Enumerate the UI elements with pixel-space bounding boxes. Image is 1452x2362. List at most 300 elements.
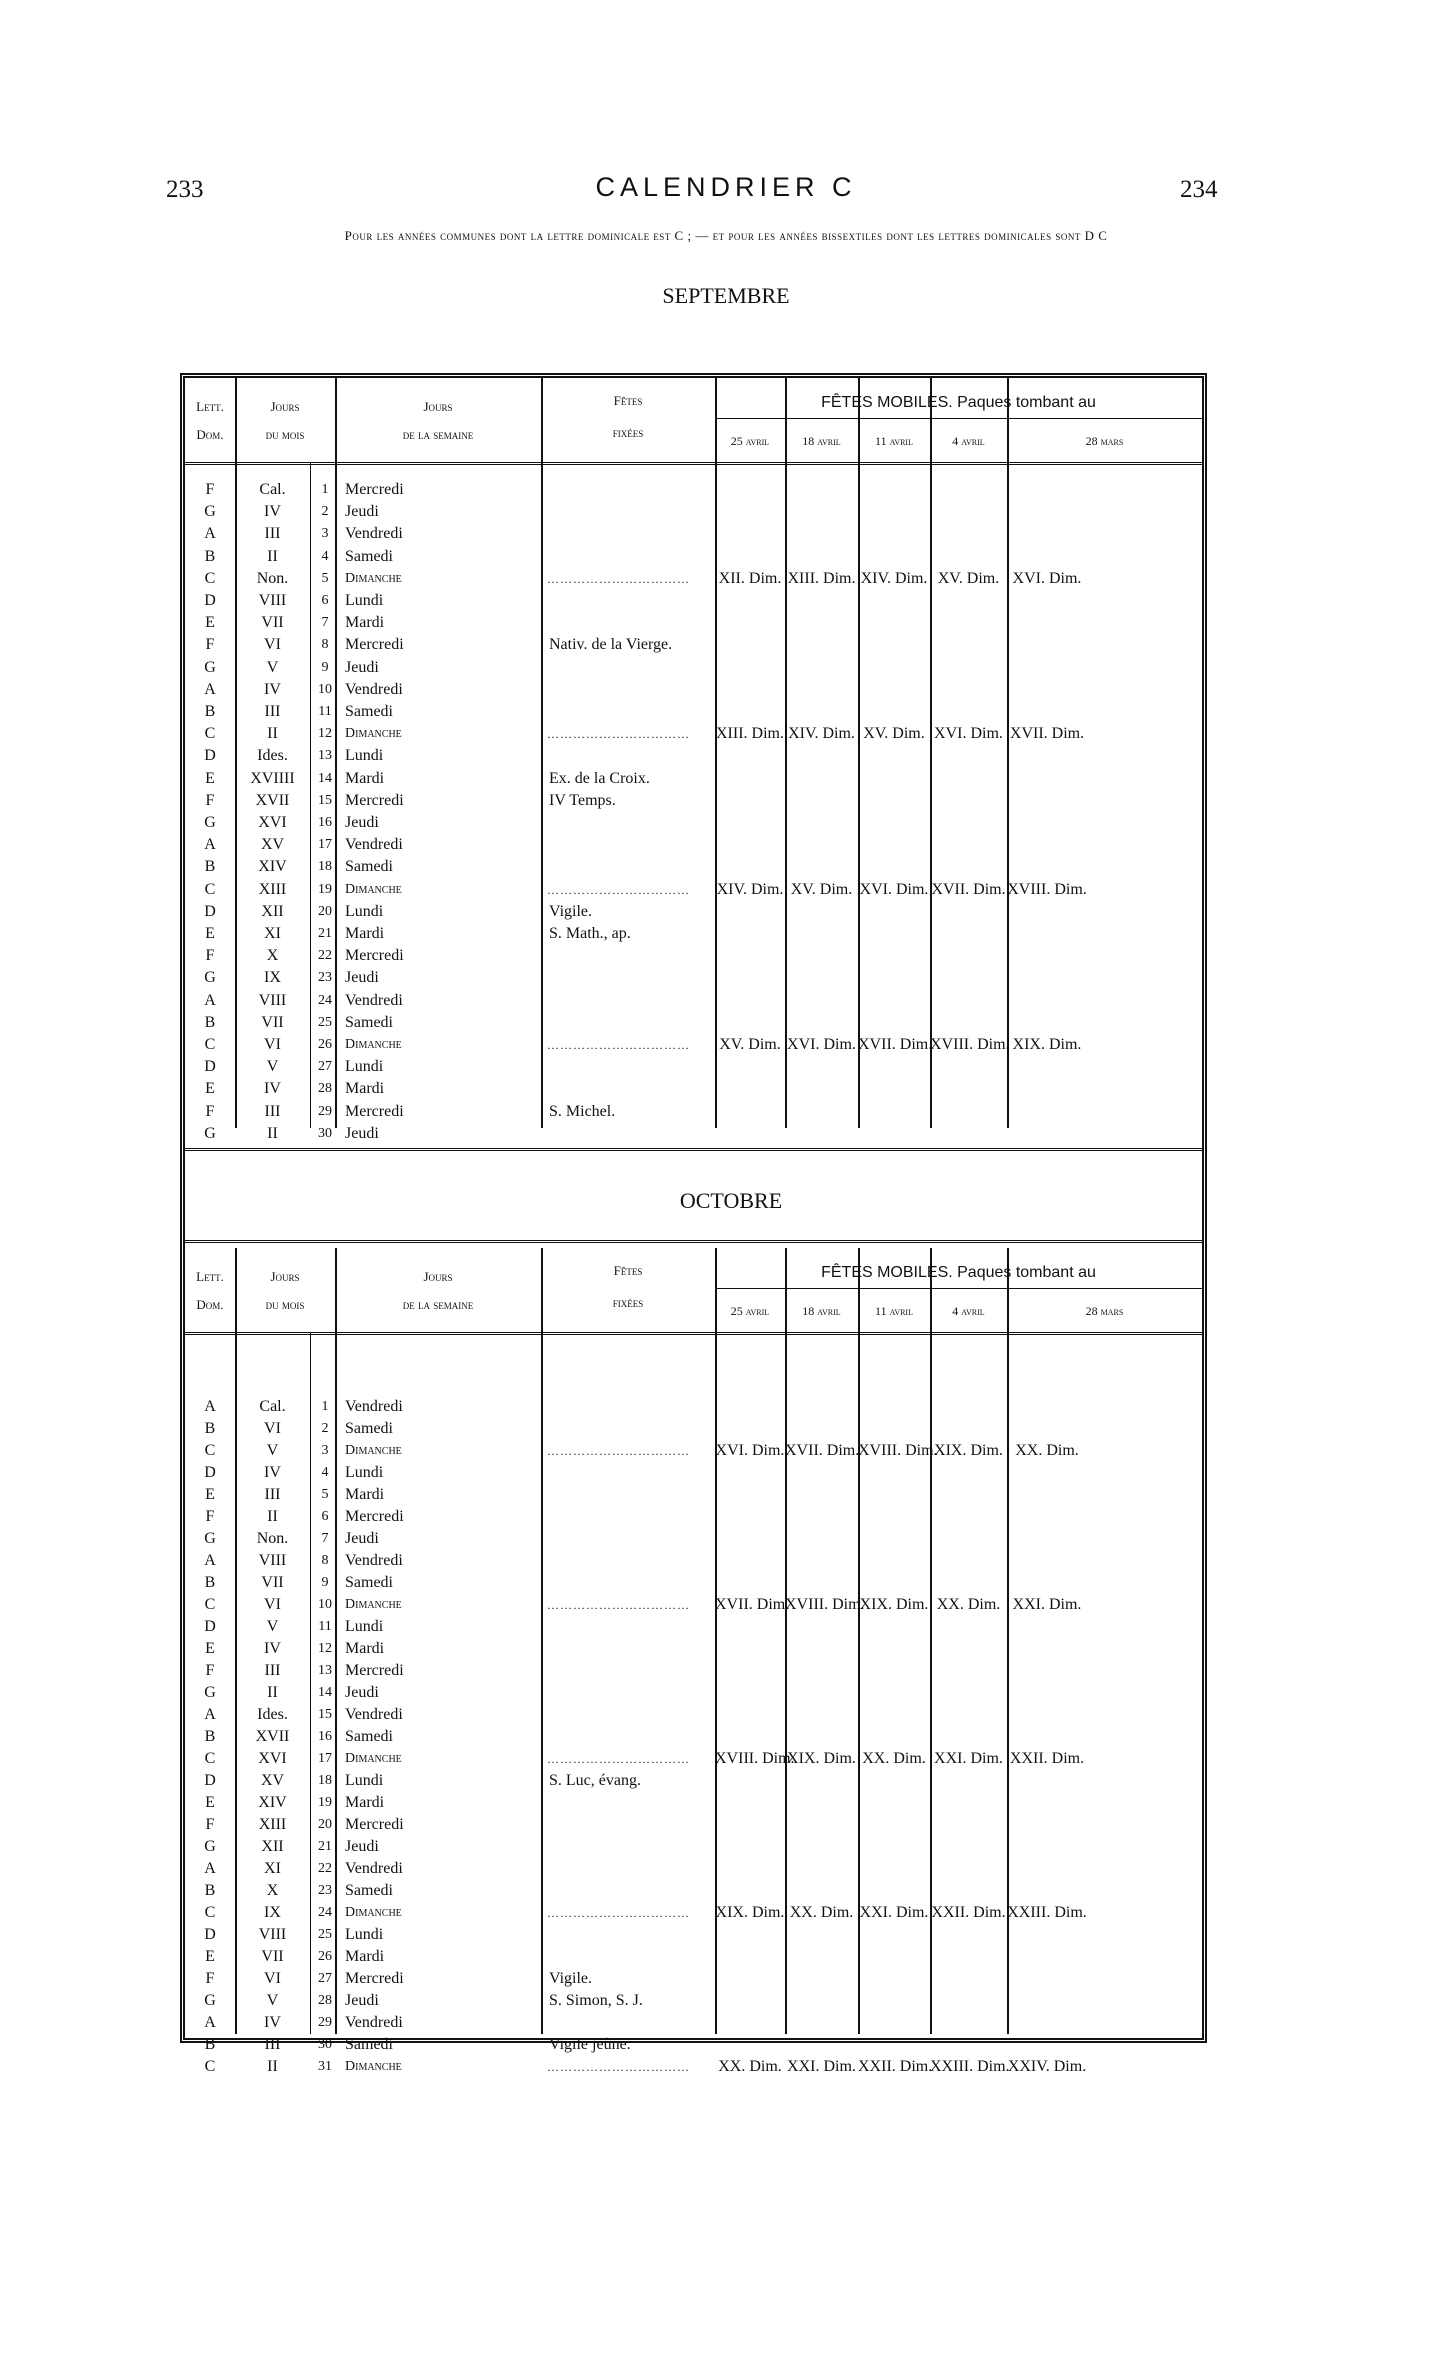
header-rule bbox=[715, 418, 1202, 419]
table-row bbox=[185, 1616, 1202, 1638]
table-row bbox=[185, 1946, 1202, 1968]
weekday: Lundi bbox=[345, 1926, 384, 1943]
weekday: Mardi bbox=[345, 925, 385, 942]
mobile-feast: XVIII. Dim. bbox=[715, 1750, 795, 1767]
table-row bbox=[185, 1078, 1202, 1100]
weekday: Lundi bbox=[345, 1464, 384, 1481]
left-page-number: 233 bbox=[166, 176, 204, 203]
weekday: Dimanche bbox=[345, 2059, 402, 2074]
roman-day: XVI bbox=[258, 814, 287, 831]
mobile-feast: XXI. Dim. bbox=[787, 2058, 856, 2075]
mobile-feast: XIX. Dim. bbox=[1012, 1036, 1082, 1053]
header-date-1: 18 avril bbox=[802, 434, 841, 448]
day-number: 9 bbox=[321, 659, 329, 675]
table-row bbox=[185, 568, 1202, 590]
roman-day: Cal. bbox=[259, 1398, 286, 1415]
weekday: Jeudi bbox=[345, 1124, 379, 1142]
roman-day: XI bbox=[264, 1860, 281, 1877]
weekday: Mardi bbox=[345, 1486, 385, 1503]
fixed-feast: Vigile. bbox=[549, 1970, 593, 1987]
roman-day: VIII bbox=[258, 1926, 287, 1943]
weekday: Mardi bbox=[345, 1080, 385, 1098]
mobile-feast: XXII. Dim. bbox=[1009, 1750, 1085, 1767]
mobile-feast: XIX. Dim. bbox=[934, 1442, 1003, 1459]
weekday: Mardi bbox=[345, 1794, 385, 1811]
mobile-feast: XV. Dim. bbox=[863, 725, 925, 743]
table-row bbox=[185, 723, 1202, 745]
table-row bbox=[185, 834, 1202, 856]
table-header bbox=[185, 378, 1202, 465]
weekday: Mercredi bbox=[345, 1662, 404, 1679]
roman-day: II bbox=[267, 1124, 278, 1142]
dominical-letter: A bbox=[204, 836, 216, 854]
roman-day: V bbox=[266, 1992, 279, 2009]
roman-day: XVIIII bbox=[250, 769, 295, 787]
mobile-feast: XVIII. Dim. bbox=[930, 1036, 1010, 1053]
dominical-letter: A bbox=[204, 2014, 216, 2031]
month-title-septembre: SEPTEMBRE bbox=[662, 283, 790, 308]
day-number: 3 bbox=[321, 1443, 329, 1458]
day-number: 21 bbox=[318, 926, 332, 941]
roman-day: Ides. bbox=[257, 747, 288, 765]
mobile-feast: XVII. Dim. bbox=[931, 880, 1006, 898]
dominical-letter: G bbox=[204, 503, 216, 521]
mobile-feast: XVIII. Dim. bbox=[785, 1596, 865, 1613]
dominical-letter: A bbox=[204, 1706, 216, 1723]
roman-day: IX bbox=[264, 1904, 281, 1921]
mobile-feast: XX. Dim. bbox=[718, 2058, 782, 2075]
dominical-letter: C bbox=[204, 1442, 216, 1459]
table-row bbox=[185, 479, 1202, 501]
mobile-feast: XXII. Dim. bbox=[858, 2058, 933, 2075]
dominical-letter: E bbox=[205, 1794, 215, 1811]
table-row bbox=[185, 1056, 1202, 1078]
weekday: Lundi bbox=[345, 1618, 384, 1635]
day-number: 13 bbox=[318, 748, 332, 764]
roman-day: XII bbox=[261, 902, 284, 920]
mobile-feast: XXIII. Dim. bbox=[1007, 1904, 1087, 1921]
weekday: Mercredi bbox=[345, 636, 404, 654]
day-number: 7 bbox=[321, 1531, 329, 1546]
mobile-feast: XIV. Dim. bbox=[860, 569, 928, 587]
header-date-0: 25 avril bbox=[730, 1304, 770, 1318]
dominical-letter: E bbox=[205, 925, 215, 942]
table-row bbox=[185, 1484, 1202, 1506]
table-row bbox=[185, 1572, 1202, 1594]
roman-day: XIV bbox=[258, 858, 287, 876]
fixed-feast: Vigile. bbox=[549, 902, 593, 920]
roman-day: XIII bbox=[258, 880, 287, 898]
day-number: 17 bbox=[318, 837, 332, 853]
mobile-feast: XX. Dim. bbox=[1015, 1442, 1079, 1459]
header-jours-semaine: Jours bbox=[423, 1269, 453, 1284]
weekday: Vendredi bbox=[345, 1398, 403, 1415]
dominical-letter: G bbox=[204, 1684, 216, 1701]
dominical-letter: A bbox=[204, 1860, 216, 1877]
roman-day: XII bbox=[261, 1838, 284, 1855]
table-row bbox=[185, 768, 1202, 790]
roman-day: VIII bbox=[258, 991, 287, 1009]
mobile-feast: XV. Dim. bbox=[790, 880, 853, 898]
table-row bbox=[185, 812, 1202, 834]
table-row bbox=[185, 1924, 1202, 1946]
mobile-feast: XX. Dim. bbox=[936, 1596, 1001, 1613]
day-number: 28 bbox=[318, 1993, 332, 2008]
table-row bbox=[185, 1726, 1202, 1748]
day-number: 14 bbox=[318, 770, 332, 786]
mobile-feast: XVII. Dim. bbox=[785, 1442, 860, 1459]
weekday: Dimanche bbox=[345, 726, 402, 742]
table-row bbox=[185, 2012, 1202, 2034]
mobile-feast: XIV. Dim. bbox=[716, 880, 784, 898]
roman-day: VI bbox=[264, 1420, 281, 1437]
header-fixees: fixées bbox=[612, 1295, 644, 1310]
day-number: 30 bbox=[318, 1125, 332, 1141]
dominical-letter: F bbox=[205, 1508, 215, 1525]
weekday: Jeudi bbox=[345, 658, 379, 676]
dominical-letter: D bbox=[204, 592, 216, 609]
header-date-2: 11 avril bbox=[875, 434, 913, 448]
header-de-la-semaine: de la semaine bbox=[402, 1297, 474, 1312]
day-number: 27 bbox=[318, 1971, 332, 1986]
fixed-feast: S. Luc, évang. bbox=[549, 1772, 641, 1789]
weekday: Jeudi bbox=[345, 1530, 379, 1547]
weekday: Samedi bbox=[345, 1420, 393, 1437]
day-number: 26 bbox=[318, 1037, 332, 1052]
table-row bbox=[185, 1528, 1202, 1550]
dominical-letter: C bbox=[204, 1904, 216, 1921]
day-number: 22 bbox=[318, 948, 332, 964]
roman-day: XIV bbox=[258, 1794, 287, 1811]
header-rule bbox=[715, 1288, 1202, 1289]
roman-day: XVII bbox=[255, 791, 290, 809]
table-row bbox=[185, 701, 1202, 723]
weekday: Vendredi bbox=[345, 991, 403, 1009]
weekday: Lundi bbox=[345, 1058, 384, 1076]
table-row bbox=[185, 967, 1202, 989]
header-jours-mois: Jours bbox=[270, 1269, 300, 1284]
table-row bbox=[185, 1660, 1202, 1682]
table-row bbox=[185, 1462, 1202, 1484]
weekday: Mercredi bbox=[345, 947, 404, 965]
day-number: 14 bbox=[318, 1685, 332, 1700]
header-date-3: 4 avril bbox=[952, 434, 985, 448]
weekday: Vendredi bbox=[345, 2014, 403, 2031]
roman-day: III bbox=[264, 1102, 281, 1120]
roman-day: XV bbox=[260, 836, 285, 854]
table-row bbox=[185, 923, 1202, 945]
mobile-feast: XVII. Dim. bbox=[858, 1036, 933, 1053]
mobile-feast: XII. Dim. bbox=[718, 569, 782, 587]
header-fixees: fixées bbox=[612, 425, 644, 440]
page-title: CALENDRIER C bbox=[595, 172, 857, 202]
table-row bbox=[185, 745, 1202, 767]
mobile-feast: XXI. Dim. bbox=[859, 1904, 929, 1921]
dominical-letter: A bbox=[204, 680, 216, 698]
day-number: 29 bbox=[318, 1103, 332, 1119]
leader-dots: …………………………… bbox=[547, 882, 690, 897]
header-fetes-mobiles: FÊTES MOBILES. Paques tombant au bbox=[821, 394, 1096, 411]
day-number: 10 bbox=[318, 1597, 332, 1612]
weekday: Dimanche bbox=[345, 1443, 402, 1458]
day-number: 8 bbox=[321, 637, 329, 653]
mobile-feast: XIV. Dim. bbox=[788, 725, 855, 743]
weekday: Mercredi bbox=[345, 1102, 404, 1120]
day-number: 17 bbox=[318, 1751, 332, 1766]
day-number: 1 bbox=[321, 482, 329, 497]
dominical-letter: A bbox=[204, 991, 216, 1009]
day-number: 16 bbox=[318, 815, 332, 830]
day-number: 2 bbox=[321, 504, 329, 520]
dominical-letter: B bbox=[204, 1013, 216, 1031]
day-number: 12 bbox=[318, 726, 332, 742]
header-date-3: 4 avril bbox=[952, 1304, 985, 1318]
dominical-letter: B bbox=[204, 703, 216, 720]
day-number: 5 bbox=[321, 1487, 329, 1502]
day-number: 18 bbox=[318, 859, 332, 875]
roman-day: XVI bbox=[258, 1750, 287, 1767]
day-number: 25 bbox=[318, 1927, 332, 1942]
roman-day: III bbox=[264, 525, 281, 543]
table-row bbox=[185, 1990, 1202, 2012]
weekday: Mardi bbox=[345, 1948, 385, 1965]
dominical-letter: E bbox=[205, 614, 215, 632]
roman-day: II bbox=[267, 1508, 278, 1525]
fixed-feast: S. Michel. bbox=[549, 1102, 616, 1120]
day-number: 1 bbox=[321, 1399, 329, 1414]
dominical-letter: C bbox=[204, 2058, 216, 2075]
dominical-letter: F bbox=[205, 1102, 215, 1120]
roman-day: III bbox=[264, 1486, 281, 1503]
dominical-letter: C bbox=[204, 880, 216, 898]
weekday: Mardi bbox=[345, 769, 385, 787]
mobile-feast: XVI. Dim. bbox=[787, 1036, 856, 1053]
dominical-letter: E bbox=[205, 1640, 215, 1657]
weekday: Vendredi bbox=[345, 1552, 403, 1569]
dominical-letter: G bbox=[204, 1124, 216, 1142]
dominical-letter: F bbox=[205, 947, 215, 965]
table-row bbox=[185, 612, 1202, 634]
day-number: 11 bbox=[318, 1619, 332, 1634]
weekday: Lundi bbox=[345, 592, 384, 609]
header-date-1: 18 avril bbox=[802, 1304, 841, 1318]
table-octobre bbox=[185, 1248, 1202, 2075]
weekday: Jeudi bbox=[345, 503, 379, 521]
table-row bbox=[185, 945, 1202, 967]
weekday: Samedi bbox=[345, 2036, 393, 2053]
roman-day: II bbox=[267, 1684, 278, 1701]
table-row bbox=[185, 590, 1202, 612]
roman-day: III bbox=[264, 2036, 281, 2053]
mobile-feast: XXII. Dim. bbox=[931, 1904, 1006, 1921]
leader-dots: …………………………… bbox=[547, 571, 690, 586]
roman-day: XV bbox=[260, 1772, 285, 1789]
leader-dots: …………………………… bbox=[547, 727, 690, 742]
table-row bbox=[185, 1101, 1202, 1123]
header-dom: Dom. bbox=[196, 427, 224, 442]
dominical-letter: E bbox=[205, 769, 215, 787]
weekday: Jeudi bbox=[345, 969, 379, 987]
mobile-feast: XVIII. Dim. bbox=[1007, 880, 1087, 898]
table-row bbox=[185, 1550, 1202, 1572]
weekday: Dimanche bbox=[345, 570, 402, 586]
mobile-feast: XVIII. Dim. bbox=[858, 1442, 938, 1459]
header-jours-semaine: Jours bbox=[423, 399, 453, 414]
roman-day: XIII bbox=[258, 1816, 287, 1833]
day-number: 8 bbox=[321, 1553, 329, 1568]
day-number: 23 bbox=[318, 1883, 332, 1898]
dominical-letter: G bbox=[204, 1992, 216, 2009]
weekday: Dimanche bbox=[345, 1905, 402, 1920]
dominical-letter: B bbox=[204, 1728, 216, 1745]
fixed-feast: Ex. de la Croix. bbox=[549, 769, 650, 787]
dominical-letter: E bbox=[205, 1948, 215, 1965]
leader-dots: …………………………… bbox=[547, 2060, 690, 2074]
mobile-feast: XX. Dim. bbox=[789, 1904, 854, 1921]
header-fetes: Fêtes bbox=[613, 1263, 643, 1278]
mobile-feast: XIII. Dim. bbox=[787, 569, 856, 587]
mobile-feast: XX. Dim. bbox=[862, 1750, 926, 1767]
weekday: Jeudi bbox=[345, 1992, 379, 2009]
table-row bbox=[185, 1506, 1202, 1528]
day-number: 10 bbox=[318, 681, 332, 697]
dominical-letter: A bbox=[204, 1552, 216, 1569]
table-row bbox=[185, 1770, 1202, 1792]
leader-dots: …………………………… bbox=[547, 1906, 690, 1920]
mobile-feast: XV. Dim. bbox=[719, 1036, 781, 1053]
dominical-letter: G bbox=[204, 814, 216, 831]
header-date-0: 25 avril bbox=[730, 434, 770, 448]
mobile-feast: XV. Dim. bbox=[937, 569, 1000, 587]
day-number: 26 bbox=[318, 1949, 332, 1964]
fixed-feast: IV Temps. bbox=[549, 791, 616, 809]
right-page-number: 234 bbox=[1180, 176, 1218, 203]
roman-day: VIII bbox=[258, 592, 287, 609]
roman-day: III bbox=[264, 1662, 281, 1679]
dominical-letter: D bbox=[204, 1772, 216, 1789]
weekday: Vendredi bbox=[345, 680, 403, 698]
header-lettre: Lett. bbox=[196, 399, 224, 414]
weekday: Mercredi bbox=[345, 1970, 404, 1987]
weekday: Lundi bbox=[345, 747, 384, 765]
mobile-feast: XIX. Dim. bbox=[787, 1750, 856, 1767]
day-number: 18 bbox=[318, 1773, 332, 1788]
table-row bbox=[185, 1858, 1202, 1880]
roman-day: XI bbox=[264, 925, 281, 942]
weekday: Samedi bbox=[345, 1574, 393, 1591]
table-row bbox=[185, 1034, 1202, 1056]
weekday: Mercredi bbox=[345, 481, 404, 498]
mobile-feast: XVII. Dim. bbox=[1009, 725, 1085, 743]
weekday: Lundi bbox=[345, 902, 384, 920]
day-number: 4 bbox=[321, 1465, 329, 1480]
dominical-letter: B bbox=[204, 1882, 216, 1899]
weekday: Samedi bbox=[345, 1013, 393, 1031]
day-number: 24 bbox=[318, 992, 332, 1008]
day-number: 3 bbox=[321, 526, 329, 542]
table-row bbox=[185, 990, 1202, 1012]
weekday: Vendredi bbox=[345, 525, 403, 543]
mobile-feast: XXIV. Dim. bbox=[1007, 2058, 1087, 2075]
weekday: Dimanche bbox=[345, 1751, 402, 1766]
calendar-frame bbox=[180, 373, 1207, 2075]
table-row bbox=[185, 1638, 1202, 1660]
roman-day: Cal. bbox=[259, 481, 286, 498]
roman-day: II bbox=[267, 2058, 278, 2075]
dominical-letter: F bbox=[205, 1970, 215, 1987]
day-number: 19 bbox=[318, 881, 332, 897]
roman-day: VII bbox=[261, 1574, 284, 1591]
dominical-letter: F bbox=[205, 791, 215, 809]
day-number: 29 bbox=[318, 2015, 332, 2030]
dominical-letter: G bbox=[204, 658, 216, 676]
roman-day: V bbox=[266, 658, 279, 676]
mobile-feast: XIX. Dim. bbox=[859, 1596, 929, 1613]
table-row bbox=[185, 856, 1202, 878]
weekday: Vendredi bbox=[345, 1706, 403, 1723]
day-number: 30 bbox=[318, 2037, 332, 2052]
roman-day: III bbox=[264, 703, 281, 720]
header-de-la-semaine: de la semaine bbox=[402, 427, 474, 442]
day-number: 23 bbox=[318, 970, 332, 986]
table-row bbox=[185, 1836, 1202, 1858]
roman-day: V bbox=[266, 1442, 279, 1459]
roman-day: VI bbox=[264, 636, 281, 654]
weekday: Vendredi bbox=[345, 836, 403, 854]
weekday: Samedi bbox=[345, 1728, 393, 1745]
weekday: Dimanche bbox=[345, 1037, 402, 1052]
dominical-letter: C bbox=[204, 1036, 216, 1053]
table-row bbox=[185, 2056, 1202, 2078]
mobile-feast: XVI. Dim. bbox=[715, 1442, 785, 1459]
fixed-feast: Nativ. de la Vierge. bbox=[549, 636, 673, 654]
table-row bbox=[185, 1396, 1202, 1418]
day-number: 13 bbox=[318, 1663, 332, 1678]
dominical-letter: B bbox=[204, 2036, 216, 2053]
table-row bbox=[185, 1814, 1202, 1836]
leader-dots: …………………………… bbox=[547, 1444, 690, 1458]
day-number: 16 bbox=[318, 1729, 332, 1744]
weekday: Jeudi bbox=[345, 1684, 379, 1701]
roman-day: IV bbox=[264, 1464, 281, 1481]
roman-day: II bbox=[267, 547, 278, 565]
day-number: 5 bbox=[321, 570, 329, 586]
dominical-letter: G bbox=[204, 969, 216, 987]
table-header bbox=[185, 1248, 1202, 1335]
table-row bbox=[185, 1418, 1202, 1440]
day-number: 22 bbox=[318, 1861, 332, 1876]
day-number: 9 bbox=[321, 1575, 329, 1590]
dominical-letter: C bbox=[204, 1596, 216, 1613]
weekday: Mercredi bbox=[345, 1508, 404, 1525]
header-jours-mois: Jours bbox=[270, 399, 300, 414]
dominical-letter: E bbox=[205, 1486, 215, 1503]
roman-day: Non. bbox=[256, 569, 289, 587]
mobile-feast: XXIII. Dim. bbox=[930, 2058, 1010, 2075]
mobile-feast: XIII. Dim. bbox=[716, 725, 784, 743]
weekday: Samedi bbox=[345, 703, 393, 720]
table-row bbox=[185, 523, 1202, 545]
table-row bbox=[185, 1968, 1202, 1990]
day-number: 31 bbox=[318, 2059, 332, 2074]
table-row bbox=[185, 679, 1202, 701]
day-number: 4 bbox=[321, 548, 329, 564]
table-row bbox=[185, 1880, 1202, 1902]
day-number: 28 bbox=[318, 1081, 332, 1097]
header-du-mois: du mois bbox=[265, 1297, 305, 1312]
roman-day: IX bbox=[264, 969, 281, 987]
weekday: Mercredi bbox=[345, 1816, 404, 1833]
